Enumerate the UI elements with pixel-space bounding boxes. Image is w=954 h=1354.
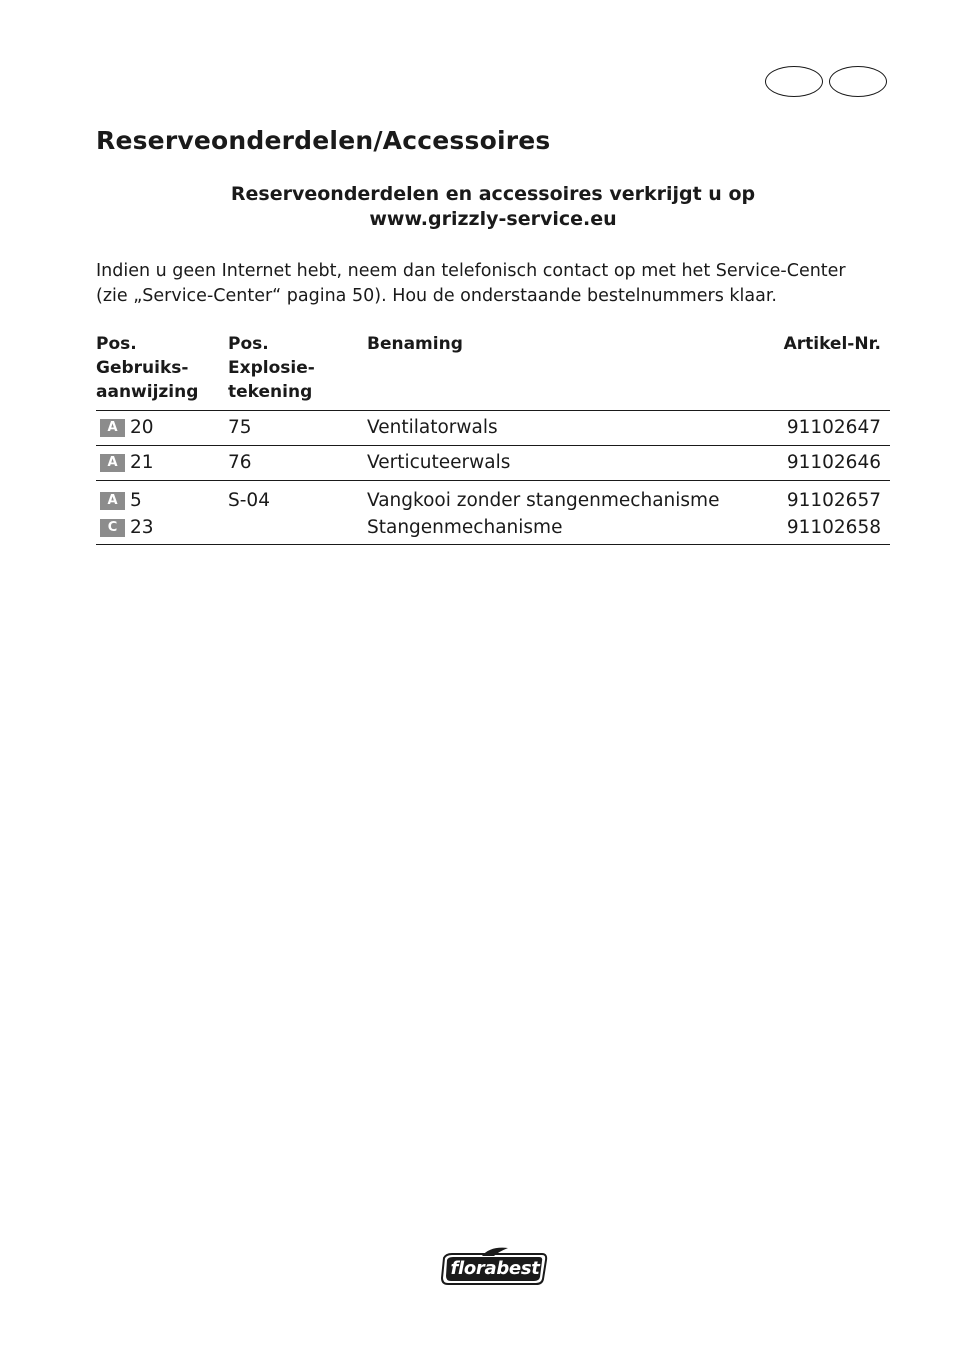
language-oval-right bbox=[829, 66, 887, 97]
article-number: 91102646 bbox=[786, 452, 881, 473]
parts-table bbox=[96, 332, 890, 545]
article-number: 91102657 bbox=[786, 490, 881, 511]
subheading bbox=[96, 182, 890, 232]
name-cell bbox=[367, 449, 510, 476]
figure-badge: A bbox=[100, 492, 125, 510]
table-row bbox=[96, 410, 890, 445]
pos-manual: 21 bbox=[130, 452, 154, 473]
pos-explosion-cell bbox=[228, 449, 252, 476]
intro-paragraph bbox=[96, 259, 896, 309]
article-cell bbox=[787, 449, 881, 476]
language-oval-left bbox=[765, 66, 823, 97]
part-name: Stangenmechanisme bbox=[367, 517, 563, 538]
header-name: Benaming bbox=[367, 334, 463, 354]
header-article: Artikel-Nr. bbox=[783, 334, 881, 354]
pos-explosion-cell bbox=[228, 414, 252, 441]
header-text: aanwijzing bbox=[96, 382, 199, 402]
article-number: 91102647 bbox=[786, 417, 881, 438]
header-text: Pos. bbox=[96, 334, 137, 354]
pos-explosion: 76 bbox=[228, 452, 252, 473]
part-name: Ventilatorwals bbox=[367, 417, 498, 438]
pos-manual: 5 bbox=[130, 490, 142, 511]
logo-text: florabest bbox=[450, 1258, 540, 1279]
part-name: Verticuteerwals bbox=[367, 452, 511, 473]
pos-explosion: 75 bbox=[228, 417, 252, 438]
language-indicator bbox=[765, 66, 889, 99]
service-url: www.grizzly-service.eu bbox=[369, 208, 617, 230]
pos-manual: 23 bbox=[130, 517, 154, 538]
pos-manual-cell bbox=[96, 487, 154, 541]
intro-line-2: (zie „Service-Center“ pagina 50). Hou de onderstaande bestelnummers klaar. bbox=[96, 286, 777, 306]
figure-badge: A bbox=[100, 419, 125, 437]
table-row bbox=[96, 480, 890, 545]
header-text: Explosie- bbox=[228, 358, 315, 378]
pos-manual: 20 bbox=[130, 417, 154, 438]
header-text: Pos. bbox=[228, 334, 269, 354]
figure-badge: C bbox=[100, 519, 125, 537]
header-text: tekening bbox=[228, 382, 313, 402]
name-cell bbox=[367, 487, 719, 541]
pos-explosion: S-04 bbox=[228, 490, 270, 511]
header-text: Gebruiks- bbox=[96, 358, 189, 378]
pos-explosion-cell bbox=[228, 487, 270, 514]
name-cell bbox=[367, 414, 498, 441]
part-name: Vangkooi zonder stangenmechanisme bbox=[367, 490, 720, 511]
header-pos-explosion bbox=[228, 332, 315, 404]
pos-manual-cell bbox=[96, 414, 154, 441]
intro-line-1: Indien u geen Internet hebt, neem dan telefonisch contact op met het Service-Center bbox=[96, 261, 846, 281]
header-pos-manual bbox=[96, 332, 198, 404]
article-cell bbox=[787, 414, 881, 441]
subheading-line-1: Reserveonderdelen en accessoires verkrijgt u op bbox=[230, 183, 756, 205]
article-cell bbox=[787, 487, 881, 541]
page-title: Reserveonderdelen/Accessoires bbox=[96, 126, 551, 155]
pos-manual-cell bbox=[96, 449, 154, 476]
table-header bbox=[96, 332, 890, 410]
figure-badge: A bbox=[100, 454, 125, 472]
table-row bbox=[96, 445, 890, 480]
article-number: 91102658 bbox=[786, 517, 881, 538]
